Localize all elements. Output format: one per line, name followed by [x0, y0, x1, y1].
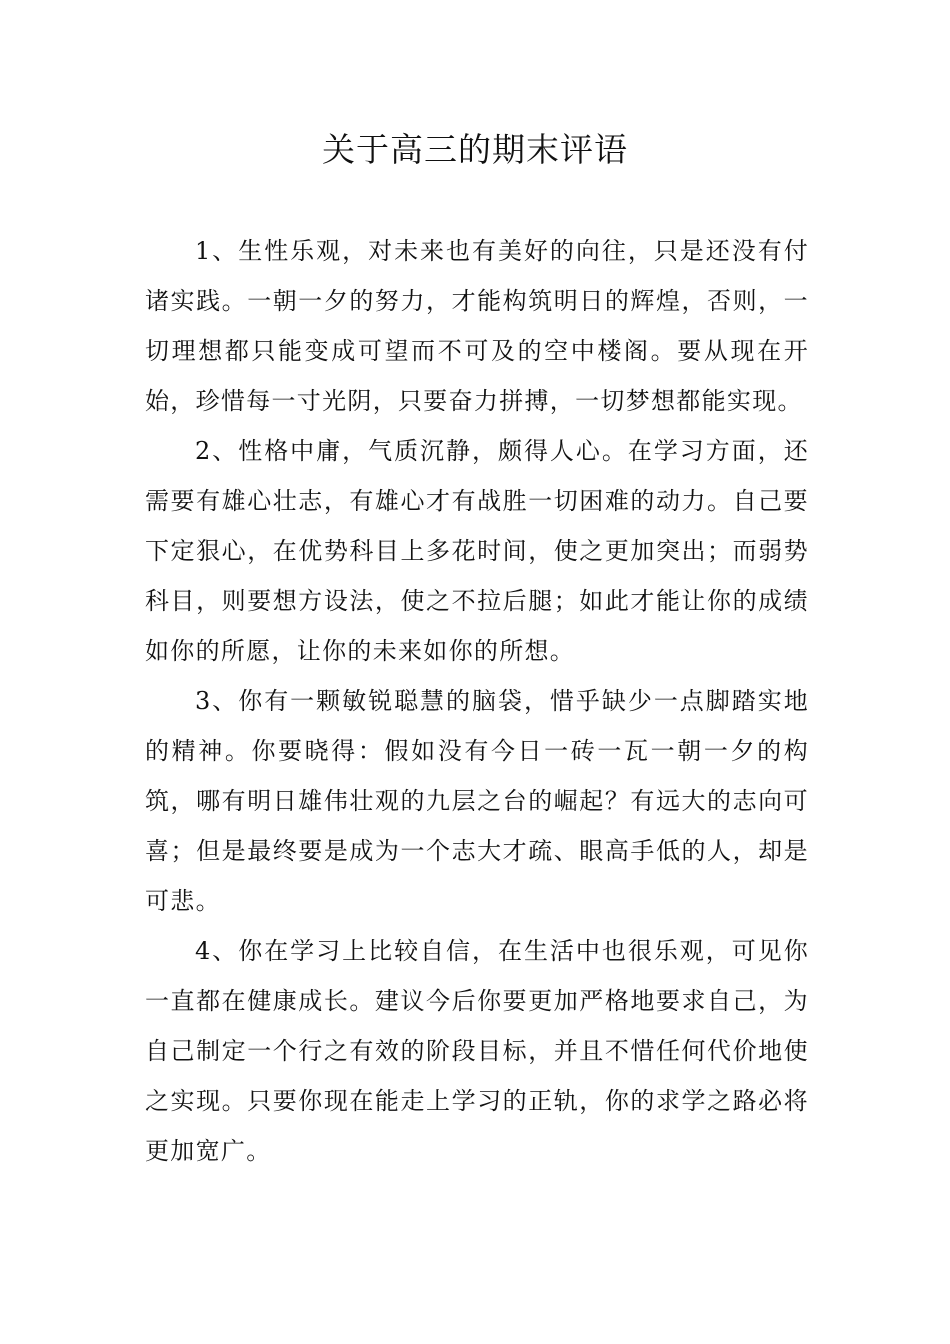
- document-body: [145, 226, 809, 1176]
- document-title: 关于高三的期末评语: [322, 130, 628, 169]
- paragraph-3: 3、你有一颗敏锐聪慧的脑袋，惜乎缺少一点脚踏实地的精神。你要晓得：假如没有今日一砖一瓦一朝一夕的构筑，哪有明日雄伟壮观的九层之台的崛起？有远大的志向可喜；但是最终要是成为一个志大才疏、眼高手低的人，却是可悲。: [145, 687, 809, 915]
- paragraph-1: 1、生性乐观，对未来也有美好的向往，只是还没有付诸实践。一朝一夕的努力，才能构筑明日的辉煌，否则，一切理想都只能变成可望而不可及的空中楼阁。要从现在开始，珍惜每一寸光阴，只要奋力拼搏，一切梦想都能实现。: [145, 237, 809, 415]
- paragraph-2: 2、性格中庸，气质沉静，颇得人心。在学习方面，还需要有雄心壮志，有雄心才有战胜一切困难的动力。自己要下定狠心，在优势科目上多花时间，使之更加突出；而弱势科目，则要想方设法，使之不拉后腿；如此才能让你的成绩如你的所愿，让你的未来如你的所想。: [145, 437, 809, 665]
- paragraph-4: 4、你在学习上比较自信，在生活中也很乐观，可见你一直都在健康成长。建议今后你要更加严格地要求自己，为自己制定一个行之有效的阶段目标，并且不惜任何代价地使之实现。只要你现在能走上学习的正轨，你的求学之路必将更加宽广。: [145, 937, 809, 1165]
